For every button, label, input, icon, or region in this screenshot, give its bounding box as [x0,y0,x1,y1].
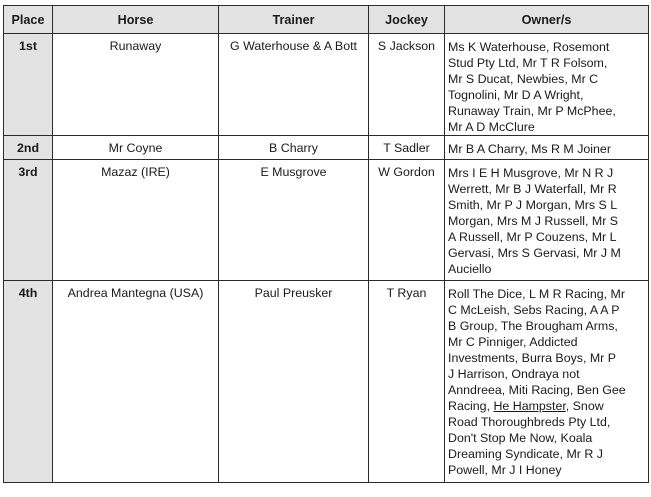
owners-line: Mrs I E H Musgrove, Mr N R J [448,166,614,180]
jockey-cell: T Sadler [369,136,445,160]
owners-line: Don't Stop Me Now, Koala [448,431,593,445]
owners-line: Smith, Mr P J Morgan, Mrs S L [448,198,618,212]
owners-line: Road Thoroughbreds Pty Ltd, [448,415,611,429]
table-row [4,34,649,136]
owners-line: Powell, Mr J I Honey [448,463,562,477]
jockey-cell: W Gordon [369,160,445,281]
owners-line: Roll The Dice, L M R Racing, Mr [448,287,625,301]
owners-line: Auciello [448,262,492,276]
owners-cell [445,34,649,136]
place-cell: 3rd [4,160,53,281]
owners-cell [445,136,649,160]
owners-line: A Russell, Mr P Couzens, Mr L [448,230,617,244]
owners-line: C McLeish, Sebs Racing, A A P [448,303,620,317]
horse-cell: Andrea Mantegna (USA) [53,281,219,483]
table-header [4,6,649,34]
horse-cell: Runaway [53,34,219,136]
place-cell: 4th [4,281,53,483]
owners-line: Mr B A Charry, Ms R M Joiner [448,142,611,156]
header-row [4,6,649,34]
owners-line: Ms K Waterhouse, Rosemont [448,40,610,54]
results-table [3,5,649,483]
owners-cell [445,160,649,281]
owners-line: Morgan, Mrs M J Russell, Mr S [448,214,619,228]
header-trainer: Trainer [219,6,369,34]
place-cell: 1st [4,34,53,136]
owners-line: Investments, Burra Boys, Mr P [448,351,617,365]
header-place: Place [4,6,53,34]
horse-cell: Mazaz (IRE) [53,160,219,281]
owners-line: J Harrison, Ondraya not [448,367,580,381]
place-cell: 2nd [4,136,53,160]
header-owners: Owner/s [445,6,649,34]
owners-line: Dreaming Syndicate, Mr R J [448,447,603,461]
owners-line: B Group, The Brougham Arms, [448,319,618,333]
owners-line: Anndreea, Miti Racing, Ben Gee [448,383,626,397]
table-body [4,34,649,483]
owners-line: Runaway Train, Mr P McPhee, [448,104,616,118]
jockey-cell: T Ryan [369,281,445,483]
trainer-cell: E Musgrove [219,160,369,281]
trainer-cell: Paul Preusker [219,281,369,483]
owners-line: Stud Pty Ltd, Mr T R Folsom, [448,56,608,70]
jockey-cell: S Jackson [369,34,445,136]
owners-line: Racing, He Hampster, Snow [448,399,604,413]
table-row [4,136,649,160]
horse-cell: Mr Coyne [53,136,219,160]
table-row [4,160,649,281]
owners-line: Gervasi, Mrs S Gervasi, Mr J M [448,246,621,260]
trainer-cell: G Waterhouse & A Bott [219,34,369,136]
owners-line: Mr A D McClure [448,120,535,134]
owners-line: Tognolini, Mr D A Wright, [448,88,584,102]
header-horse: Horse [53,6,219,34]
trainer-cell: B Charry [219,136,369,160]
owners-line: Mr C Pinniger, Addicted [448,335,578,349]
owners-cell [445,281,649,483]
owners-line: Werrett, Mr B J Waterfall, Mr R [448,182,617,196]
header-jockey: Jockey [369,6,445,34]
owners-line: Mr S Ducat, Newbies, Mr C [448,72,599,86]
table-row [4,281,649,483]
